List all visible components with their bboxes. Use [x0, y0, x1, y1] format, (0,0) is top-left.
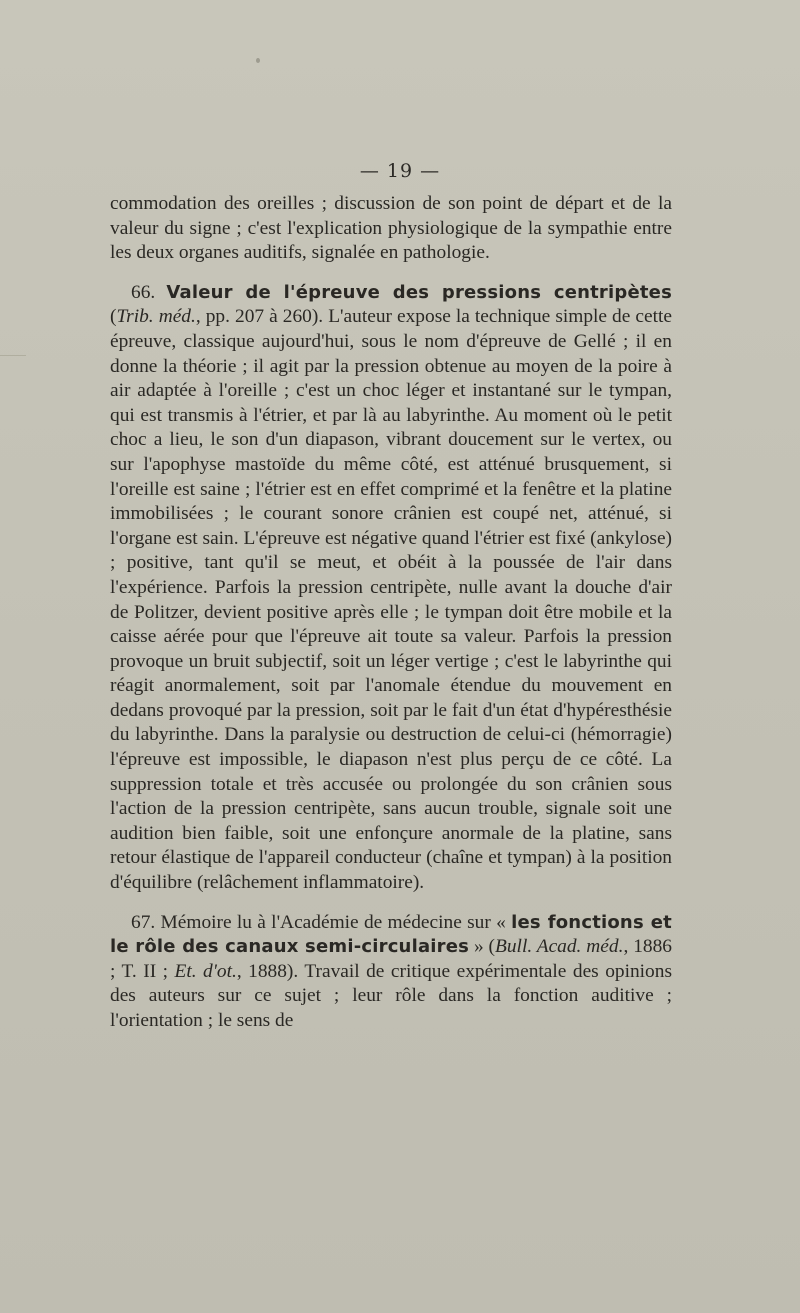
open-paren: ( — [110, 306, 117, 328]
page-body — [110, 192, 672, 1049]
source-bull-acad-med: Bull. Acad. méd. — [495, 936, 624, 958]
ref-mid: , 1886 ; T. II ; — [110, 936, 672, 982]
paragraph-67 — [110, 911, 672, 1034]
page-number: — 19 — — [359, 160, 441, 182]
entry-title-67: les fonctions et le rôle des canaux semi-circulaires — [110, 911, 672, 958]
source-trib-med: Trib. méd. — [116, 306, 196, 328]
entry-title-66: Valeur de l'épreuve des pressions centripètes — [166, 281, 672, 303]
source-et-dot: Et. d'ot. — [174, 960, 237, 982]
entry-intro-67: 67. Mémoire lu à l'Académie de médecine sur « — [131, 911, 512, 933]
entry-body-67: , 1888). Travail de critique expérimentale des opinions des auteurs sur ce sujet ; leur rôle dans la fonction auditive ; l'orientation ; le sens de — [110, 960, 672, 1031]
close-quote: » ( — [469, 936, 496, 958]
ink-speck — [256, 58, 260, 63]
margin-mark — [0, 355, 26, 356]
paragraph-continuation-text: commodation des oreilles ; discussion de son point de départ et de la valeur du signe ; c'est l'explication physiologique de la sympathie entre les deux organes auditifs, signalée en pathologie. — [110, 193, 672, 264]
entry-number-66: 66. — [131, 281, 156, 303]
paragraph-66 — [110, 281, 672, 896]
paragraph-continuation — [110, 192, 672, 266]
entry-body-66: , pp. 207 à 260). L'auteur expose la technique simple de cette épreuve, classique aujourd'hui, sous le nom d'épreuve de Gellé ; il en donne la théorie ; il agit par la pression obtenue au moyen de la poire à air adaptée à l'oreille ; c'est un choc léger et instantané sur le tympan, qui est transmis à l'étrier, et par là au labyrinthe. Au moment où le petit choc a lieu, le son d'un diapason, vibrant doucement sur le vertex, ou sur l'apophyse mastoïde du même côté, est atténué brusquement, si l'oreille est saine ; l'étrier est en effet comprimé et la fenêtre et la platine immobilisées ; le courant sonore crânien est coupé net, atténué, si l'organe est sain. L'épreuve est négative quand l'étrier est fixé (ankylose) ; positive, tant qu'il se meut, et obéit à la poussée de l'air dans l'expérience. Parfois la pression centripète, nulle avant la douche d'air de Politzer, devient positive après elle ; le tympan doit être mobile et la caisse aérée pour que l'épreuve ait toute sa valeur. Parfois la pression provoque un bruit subjectif, soit un léger vertige ; c'est le labyrinthe qui réagit anormalement, soit par l'anomale étendue du mouvement en dedans provoqué par la pression, soit par le fait d'un état d'hypéresthésie du labyrinthe. Dans la paralysie ou destruction de celui-ci (hémorragie) l'épreuve est impossible, le diapason n'est plus perçu de ce côté. La suppression totale et très accusée ou prolongée du son crânien sous l'action de la pression centripète, sans aucun trouble, signale soit une audition bien faible, soit une enfonçure anormale de la platine, sans retour élastique de l'appareil conducteur (chaîne et tympan) à la position d'équilibre (relâchement inflammatoire). — [110, 306, 673, 894]
